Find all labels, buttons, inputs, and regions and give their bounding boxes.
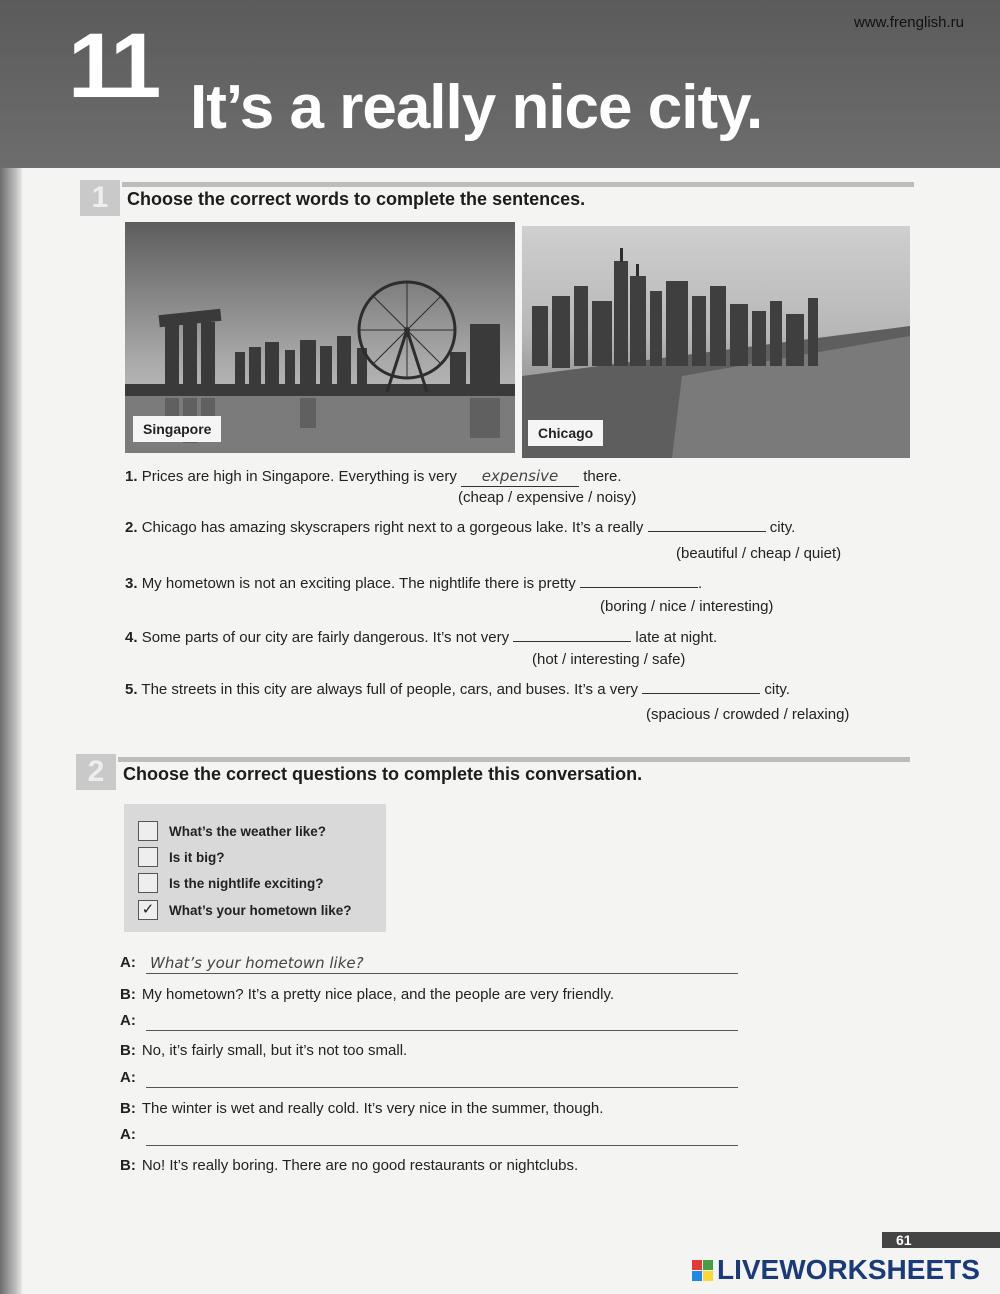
chicago-label: Chicago	[528, 420, 603, 446]
dialogue-answer-1[interactable]: What’s your hometown like?	[150, 954, 364, 972]
dialogue-line-5: A:	[120, 1069, 136, 1086]
checklist-item: What’s the weather like?	[138, 821, 326, 841]
answer-line-3	[146, 1087, 738, 1088]
exercise1-item-1: 1. Prices are high in Singapore. Everything is very expensive there.	[125, 467, 622, 485]
checklist-item: Is the nightlife exciting?	[138, 873, 324, 893]
options-2: (beautiful / cheap / quiet)	[676, 545, 842, 562]
exercise1-item-5: 5. The streets in this city are always full of people, cars, and buses. It’s a very city.	[125, 681, 790, 698]
answer-blank-5[interactable]	[642, 693, 760, 694]
unit-header	[0, 0, 1000, 168]
singapore-label: Singapore	[133, 416, 221, 442]
answer-blank-4[interactable]	[513, 641, 631, 642]
liveworksheets-grid-icon	[692, 1260, 713, 1281]
exercise1-item-3: 3. My hometown is not an exciting place. The nightlife there is pretty .	[125, 575, 703, 592]
chicago-photo	[522, 226, 910, 458]
options-5: (spacious / crowded / relaxing)	[646, 706, 850, 723]
exercise1-item-2: 2. Chicago has amazing skyscrapers right next to a gorgeous lake. It’s a really city.	[125, 519, 796, 536]
brand-name: LIVEWORKSHEETS	[717, 1254, 980, 1285]
dialogue-line-7: A:	[120, 1126, 136, 1143]
dialogue-line-3: A:	[120, 1012, 136, 1029]
section1-title: Choose the correct words to complete the sentences.	[127, 189, 586, 209]
dialogue-line-2: B: My hometown? It’s a pretty nice place, and the people are very friendly.	[120, 986, 615, 1003]
options-1: (cheap / expensive / noisy)	[458, 489, 637, 506]
section2-title: Choose the correct questions to complete this conversation.	[123, 764, 643, 784]
singapore-photo	[125, 222, 515, 453]
checklist-item: ✓ What’s your hometown like?	[138, 900, 352, 920]
question-checklist	[124, 804, 386, 932]
dialogue-line-6: B: The winter is wet and really cold. It’s very nice in the summer, though.	[120, 1100, 604, 1117]
options-4: (hot / interesting / safe)	[532, 651, 686, 668]
checklist-item: Is it big?	[138, 847, 225, 867]
unit-title: It’s a really nice city.	[190, 73, 763, 142]
exercise1-item-4: 4. Some parts of our city are fairly dangerous. It’s not very late at night.	[125, 629, 718, 646]
dialogue-line-1: A:	[120, 954, 136, 971]
answer-line-4	[146, 1145, 738, 1146]
answer-blank-1[interactable]: expensive	[461, 466, 579, 487]
unit-number: 11	[68, 15, 158, 117]
page-number: 61	[882, 1232, 1000, 1248]
checkbox-1[interactable]	[138, 821, 158, 841]
options-3: (boring / nice / interesting)	[600, 598, 774, 615]
section1-number: 1	[80, 180, 120, 216]
answer-line-2	[146, 1030, 738, 1031]
section2-number: 2	[76, 754, 116, 790]
answer-blank-2[interactable]	[648, 531, 766, 532]
dialogue-line-4: B: No, it’s fairly small, but it’s not too small.	[120, 1042, 408, 1059]
checkbox-2[interactable]	[138, 847, 158, 867]
answer-blank-3[interactable]	[580, 587, 698, 588]
answer-line-1	[146, 973, 738, 974]
checkbox-3[interactable]	[138, 873, 158, 893]
section1-rule	[122, 182, 914, 187]
checkbox-4[interactable]: ✓	[138, 900, 158, 920]
site-url[interactable]: www.frenglish.ru	[853, 14, 964, 31]
page-spine-shadow	[0, 0, 22, 1294]
dialogue-line-8: B: No! It’s really boring. There are no good restaurants or nightclubs.	[120, 1157, 579, 1174]
section2-rule	[118, 757, 910, 762]
liveworksheets-logo[interactable]	[692, 1254, 980, 1286]
